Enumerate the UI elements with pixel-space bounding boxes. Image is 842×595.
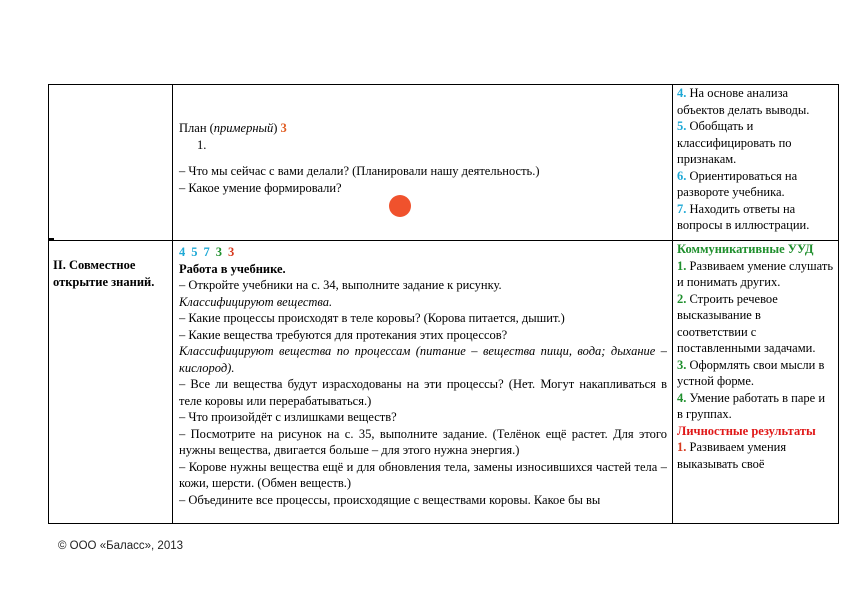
mark-number: 3 bbox=[228, 245, 235, 259]
item-text: Находить ответы на вопросы в иллюстрации. bbox=[677, 201, 810, 232]
list-item bbox=[677, 291, 834, 357]
work-lines bbox=[179, 277, 667, 508]
work-line: – Какие процессы происходят в теле коровы? (Корова питается, дышит.) bbox=[179, 311, 565, 325]
mark-number: 5 bbox=[191, 245, 198, 259]
list-item bbox=[677, 390, 834, 423]
list-item bbox=[677, 85, 834, 118]
plan-number: 3 bbox=[280, 121, 287, 135]
uud-list bbox=[677, 85, 834, 234]
stage-title: II. Совместное открытие знаний. bbox=[53, 258, 155, 289]
uud-cell bbox=[673, 85, 839, 241]
list-item bbox=[677, 201, 834, 234]
mark-number: 3 bbox=[215, 245, 222, 259]
marks-line bbox=[179, 244, 667, 261]
plan-italic: примерный bbox=[213, 121, 274, 135]
list-item bbox=[677, 118, 834, 168]
uud-heading: Коммуникативные УУД bbox=[677, 242, 814, 256]
orange-dot-marker bbox=[389, 195, 411, 217]
item-text: Ориентироваться на развороте учебника. bbox=[677, 168, 798, 199]
work-line: – Откройте учебники на с. 34, выполните задание к рисунку. bbox=[179, 278, 502, 292]
section-heading: Работа в учебнике. bbox=[179, 261, 286, 276]
item-number: 1. bbox=[677, 440, 687, 454]
work-line: – Все ли вещества будут израсходованы на эти процессы? (Нет. Могут накапливаться в теле коровы или перерабатываться.) bbox=[179, 377, 667, 408]
work-line: Классифицируют вещества по процессам (питание – вещества пищи, вода; дыхание – кислород). bbox=[179, 344, 667, 375]
work-line: Классифицируют вещества. bbox=[179, 294, 333, 309]
list-item bbox=[677, 258, 834, 291]
work-line: – Корове нужны вещества ещё и для обновления тела, замены износившихся частей тела – кожи, шерсти. (Обмен веществ.) bbox=[179, 459, 667, 490]
item-number: 5. bbox=[677, 119, 687, 133]
work-line: – Посмотрите на рисунок на с. 35, выполните задание. (Телёнок ещё растет. Для этого нужны вещества, двигается больше – для этого нужна энергия.) bbox=[179, 426, 667, 457]
item-text: Умение работать в паре и в группах. bbox=[677, 390, 826, 421]
item-number: 2. bbox=[677, 291, 687, 306]
item-text: Развиваем умение слушать и понимать других. bbox=[677, 258, 834, 289]
work-line: – Что произойдёт с излишками веществ? bbox=[179, 410, 397, 424]
item-number: 4. bbox=[677, 390, 687, 405]
plan-label: План ( bbox=[179, 121, 214, 135]
stage-cell bbox=[49, 241, 173, 524]
table-row bbox=[49, 241, 839, 524]
personal-heading: Личностные результаты bbox=[677, 423, 816, 438]
personal-list bbox=[677, 439, 834, 472]
item-text: Развиваем умения выказывать своё bbox=[677, 440, 787, 471]
work-line: – Какие вещества требуются для протекания этих процессов? bbox=[179, 327, 508, 342]
copyright-footer: © ООО «Баласс», 2013 bbox=[58, 540, 184, 552]
plan-cell bbox=[173, 85, 673, 241]
plan-close: ) bbox=[273, 121, 281, 135]
item-number: 6. bbox=[677, 168, 687, 183]
item-number: 4. bbox=[677, 86, 687, 100]
item-text: На основе анализа объектов делать выводы. bbox=[677, 86, 810, 117]
uud-list bbox=[677, 258, 834, 423]
plan-line bbox=[179, 120, 672, 137]
list-item bbox=[677, 168, 834, 201]
question-line: – Какое умение формировали? bbox=[179, 180, 342, 195]
item-text: Обобщать и классифицировать по признакам. bbox=[677, 119, 792, 166]
item-text: Оформлять свои мысли в устной форме. bbox=[677, 357, 825, 388]
item-number: 1. bbox=[677, 258, 687, 273]
question-line: – Что мы сейчас с вами делали? (Планировали нашу деятельность.) bbox=[179, 164, 540, 178]
table-row bbox=[49, 85, 839, 241]
work-line: – Объедините все процессы, происходящие с веществами коровы. Какое бы вы bbox=[179, 492, 601, 507]
item-number: 7. bbox=[677, 201, 687, 216]
stage-cell-empty bbox=[49, 85, 173, 241]
list-item bbox=[677, 439, 834, 472]
work-cell bbox=[173, 241, 673, 524]
item-text: Строить речевое высказывание в соответствии с поставленными задачами. bbox=[677, 291, 816, 355]
mark-number: 4 bbox=[179, 245, 186, 259]
list-item bbox=[677, 357, 834, 390]
lesson-table bbox=[48, 84, 839, 524]
item-number: 3. bbox=[677, 357, 687, 372]
uud-cell bbox=[673, 241, 839, 524]
row-tick-mark bbox=[48, 238, 54, 240]
plan-item-number: 1. bbox=[197, 137, 207, 152]
mark-number: 7 bbox=[203, 245, 210, 259]
